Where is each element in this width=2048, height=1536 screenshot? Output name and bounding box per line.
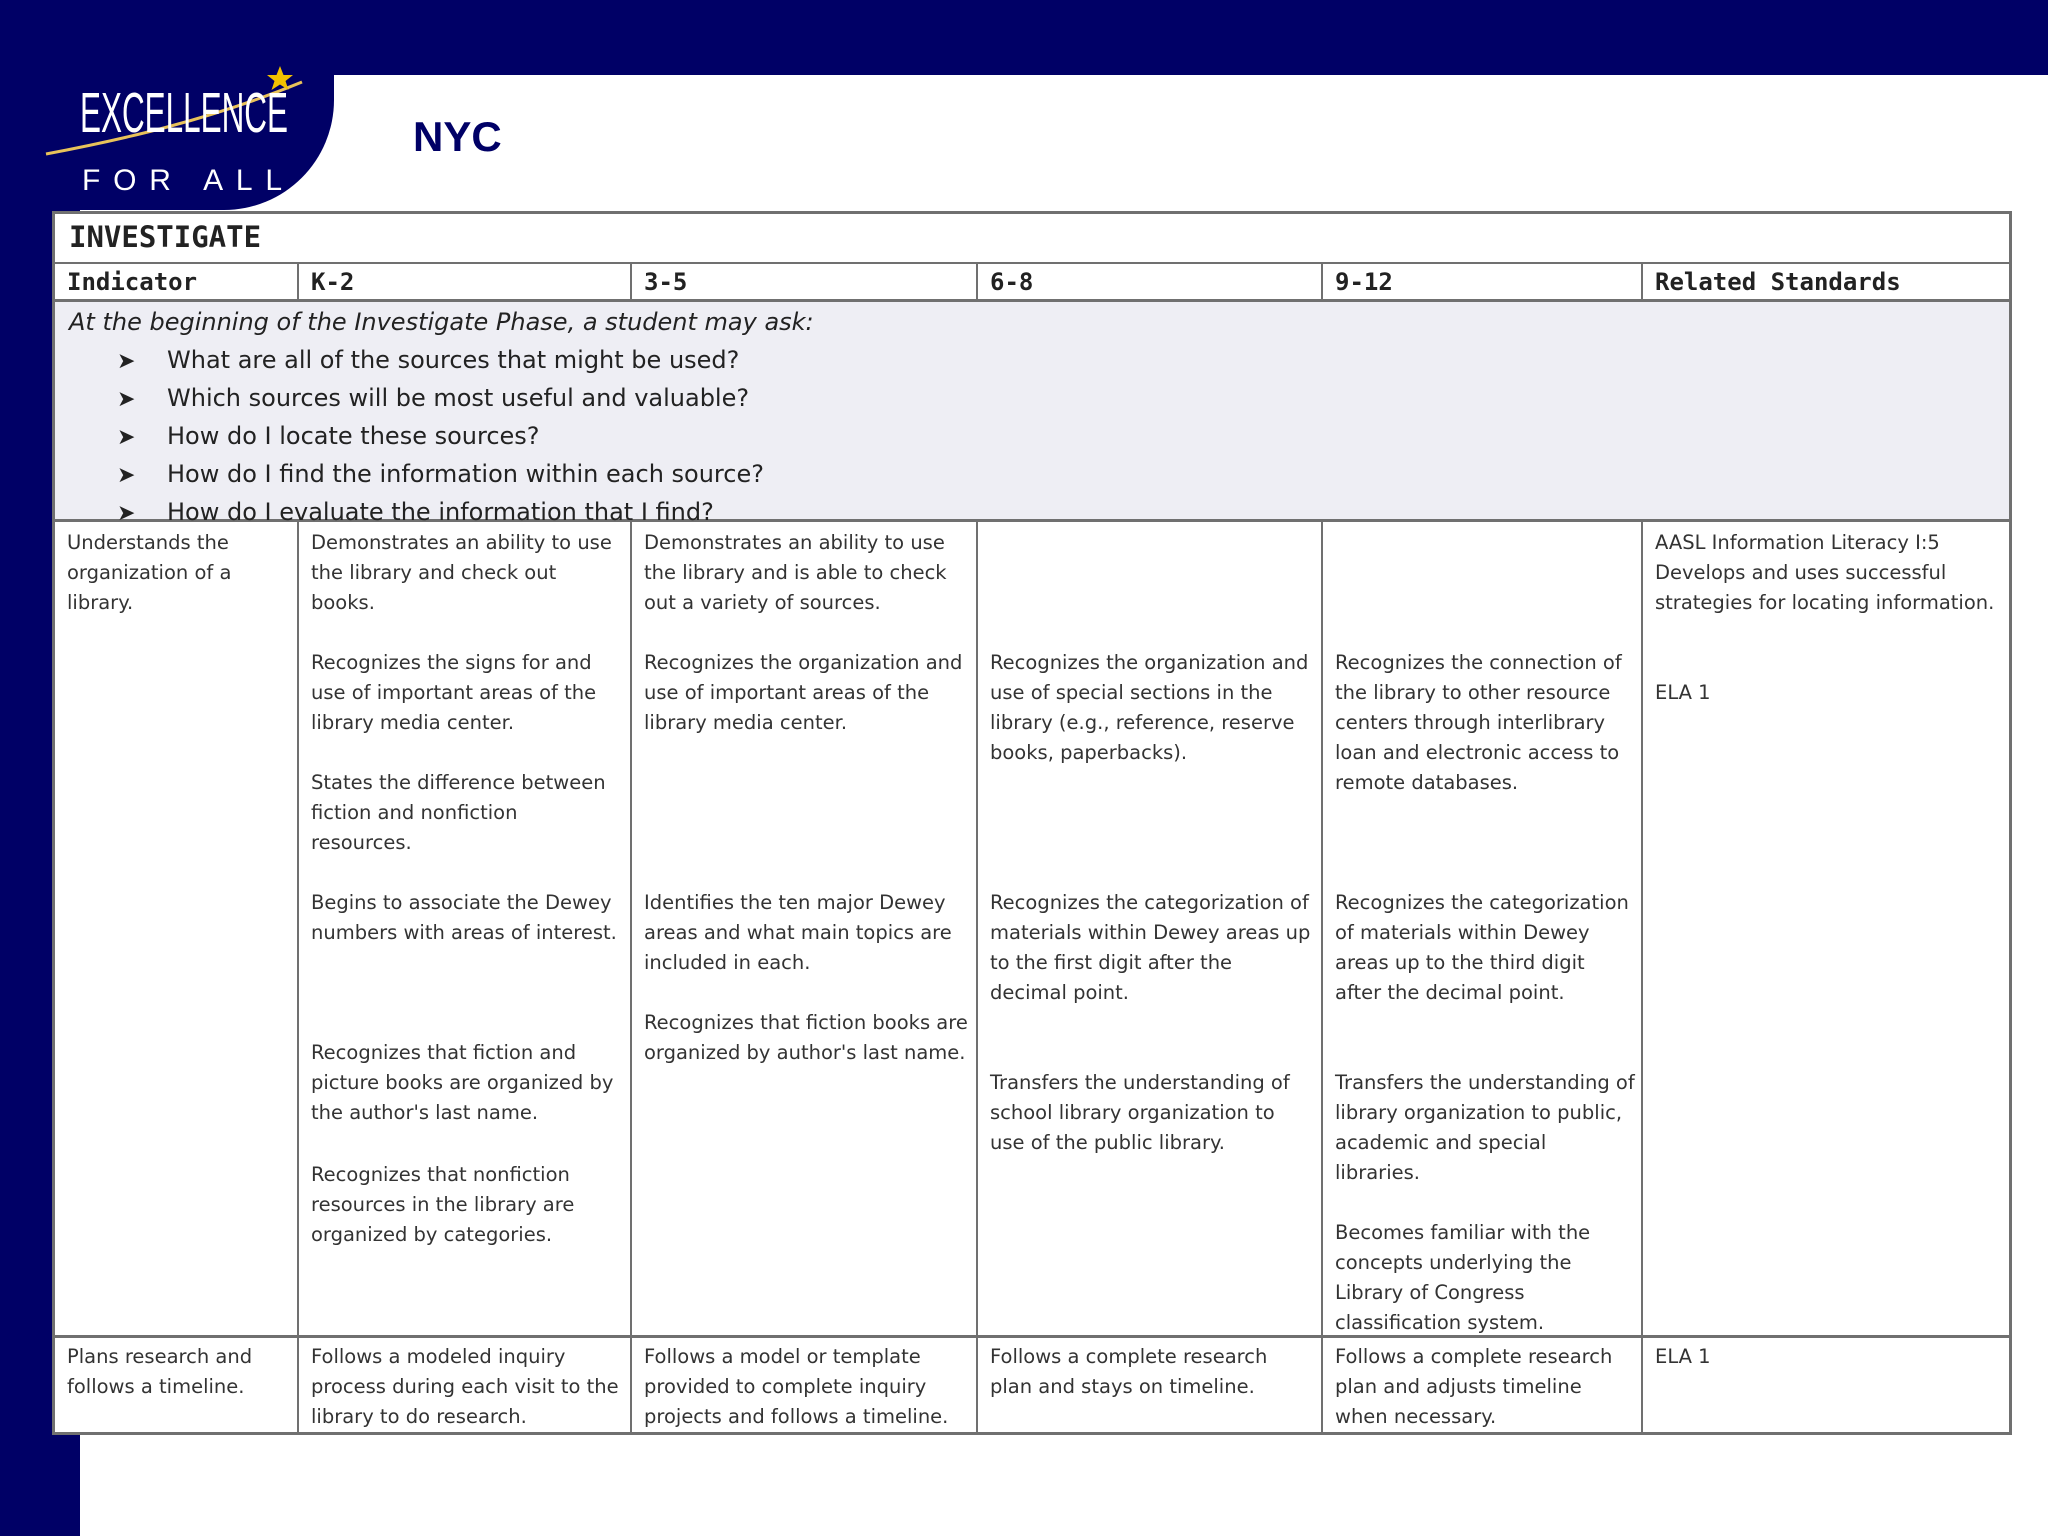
list-item	[117, 346, 764, 384]
investigate-table	[52, 211, 2012, 1435]
phase-title: INVESTIGATE	[69, 220, 262, 254]
benchmark-text: Follows a model or template provided to complete inquiry projects and follows a timeline.	[644, 1345, 949, 1428]
benchmark-text: Recognizes the categorization of materials within Dewey areas up to the first digit after the decimal point.	[990, 891, 1311, 1004]
logo-tagline: FOR ALL	[82, 164, 282, 197]
benchmark-text: Recognizes the signs for and use of important areas of the library media center.	[311, 651, 597, 734]
questions-list	[117, 346, 764, 536]
excellence-for-all-logo	[40, 62, 310, 202]
benchmark-text: Transfers the understanding of library organization to public, academic and special libraries.	[1335, 1071, 1635, 1184]
arrowhead-bullet-icon: ➤	[117, 463, 136, 488]
indicator-text: Plans research and follows a timeline.	[67, 1345, 253, 1398]
standard-text: ELA 1	[1655, 1345, 1711, 1368]
question-text: Which sources will be most useful and valuable?	[167, 384, 750, 412]
benchmark-text: Demonstrates an ability to use the library and check out books.	[311, 531, 612, 614]
list-item	[117, 384, 764, 422]
benchmark-text: Becomes familiar with the concepts underlying the Library of Congress classification system.	[1335, 1221, 1591, 1334]
k2-cell	[299, 1338, 632, 1435]
benchmark-text: Transfers the understanding of school library organization to use of the public library.	[990, 1071, 1290, 1154]
benchmark-text: Recognizes the organization and use of important areas of the library media center.	[644, 651, 963, 734]
benchmark-text: Follows a complete research plan and adjusts timeline when necessary.	[1335, 1345, 1613, 1428]
city-label: NYC	[413, 113, 502, 160]
grade-3-5-cell	[632, 522, 978, 1335]
logo-word: EXCELLENCE	[80, 81, 288, 145]
standard-text: AASL Information Literacy I:5 Develops and uses successful strategies for locating information.	[1655, 531, 1995, 614]
arrowhead-bullet-icon: ➤	[117, 387, 136, 412]
question-text: How do I find the information within each source?	[167, 460, 764, 488]
list-item	[117, 460, 764, 498]
table-row	[55, 1338, 2009, 1435]
column-header-3-5: 3-5	[632, 264, 978, 302]
k2-cell	[299, 522, 632, 1335]
benchmark-text: Follows a modeled inquiry process during each visit to the library to do research.	[311, 1345, 619, 1428]
grade-6-8-cell	[978, 522, 1323, 1335]
benchmark-text: Begins to associate the Dewey numbers with areas of interest.	[311, 891, 617, 944]
benchmark-text: Identifies the ten major Dewey areas and what main topics are included in each.	[644, 891, 952, 974]
benchmark-text: States the difference between fiction and nonfiction resources.	[311, 771, 606, 854]
benchmark-text: Recognizes that fiction and picture books are organized by the author's last name.	[311, 1041, 614, 1124]
benchmark-text: Recognizes the organization and use of special sections in the library (e.g., reference, reserve books, paperbacks).	[990, 651, 1309, 764]
grade-3-5-cell	[632, 1338, 978, 1435]
indicator-text: Understands the organization of a library.	[67, 531, 232, 614]
related-standards-cell	[1643, 1338, 2009, 1435]
arrowhead-bullet-icon: ➤	[117, 501, 136, 526]
benchmark-text: Demonstrates an ability to use the library and is able to check out a variety of sources.	[644, 531, 947, 614]
guiding-questions-row	[55, 302, 2009, 526]
benchmark-text: Recognizes the categorization of materials within Dewey areas up to the third digit after the decimal point.	[1335, 891, 1629, 1004]
benchmark-text: Recognizes that fiction books are organized by author's last name.	[644, 1011, 968, 1064]
grade-6-8-cell	[978, 1338, 1323, 1435]
question-text: How do I locate these sources?	[167, 422, 540, 450]
arrowhead-bullet-icon: ➤	[117, 425, 136, 450]
table-title-row	[55, 214, 2009, 264]
benchmark-text: Recognizes the connection of the library to other resource centers through interlibrary loan and electronic access to remote databases.	[1335, 651, 1622, 794]
benchmark-text: Follows a complete research plan and stays on timeline.	[990, 1345, 1268, 1398]
indicator-cell	[55, 522, 299, 1335]
indicator-cell	[55, 1338, 299, 1435]
column-header-indicator: Indicator	[55, 264, 299, 302]
column-header-6-8: 6-8	[978, 264, 1323, 302]
question-text: What are all of the sources that might be used?	[167, 346, 740, 374]
column-header-k2: K-2	[299, 264, 632, 302]
related-standards-cell	[1643, 522, 2009, 1335]
question-text: How do I evaluate the information that I find?	[167, 498, 714, 526]
grade-9-12-cell	[1323, 1338, 1643, 1435]
benchmark-text: Recognizes that nonfiction resources in the library are organized by categories.	[311, 1163, 575, 1246]
list-item	[117, 422, 764, 460]
grade-9-12-cell	[1323, 522, 1643, 1335]
table-row	[55, 522, 2009, 1338]
column-header-related-standards: Related Standards	[1655, 268, 1901, 296]
table-header-row	[55, 264, 2009, 302]
column-header-9-12: 9-12	[1323, 264, 1643, 302]
arrowhead-bullet-icon: ➤	[117, 349, 136, 374]
standard-text: ELA 1	[1655, 681, 1711, 704]
questions-intro: At the beginning of the Investigate Phase, a student may ask:	[69, 308, 814, 336]
